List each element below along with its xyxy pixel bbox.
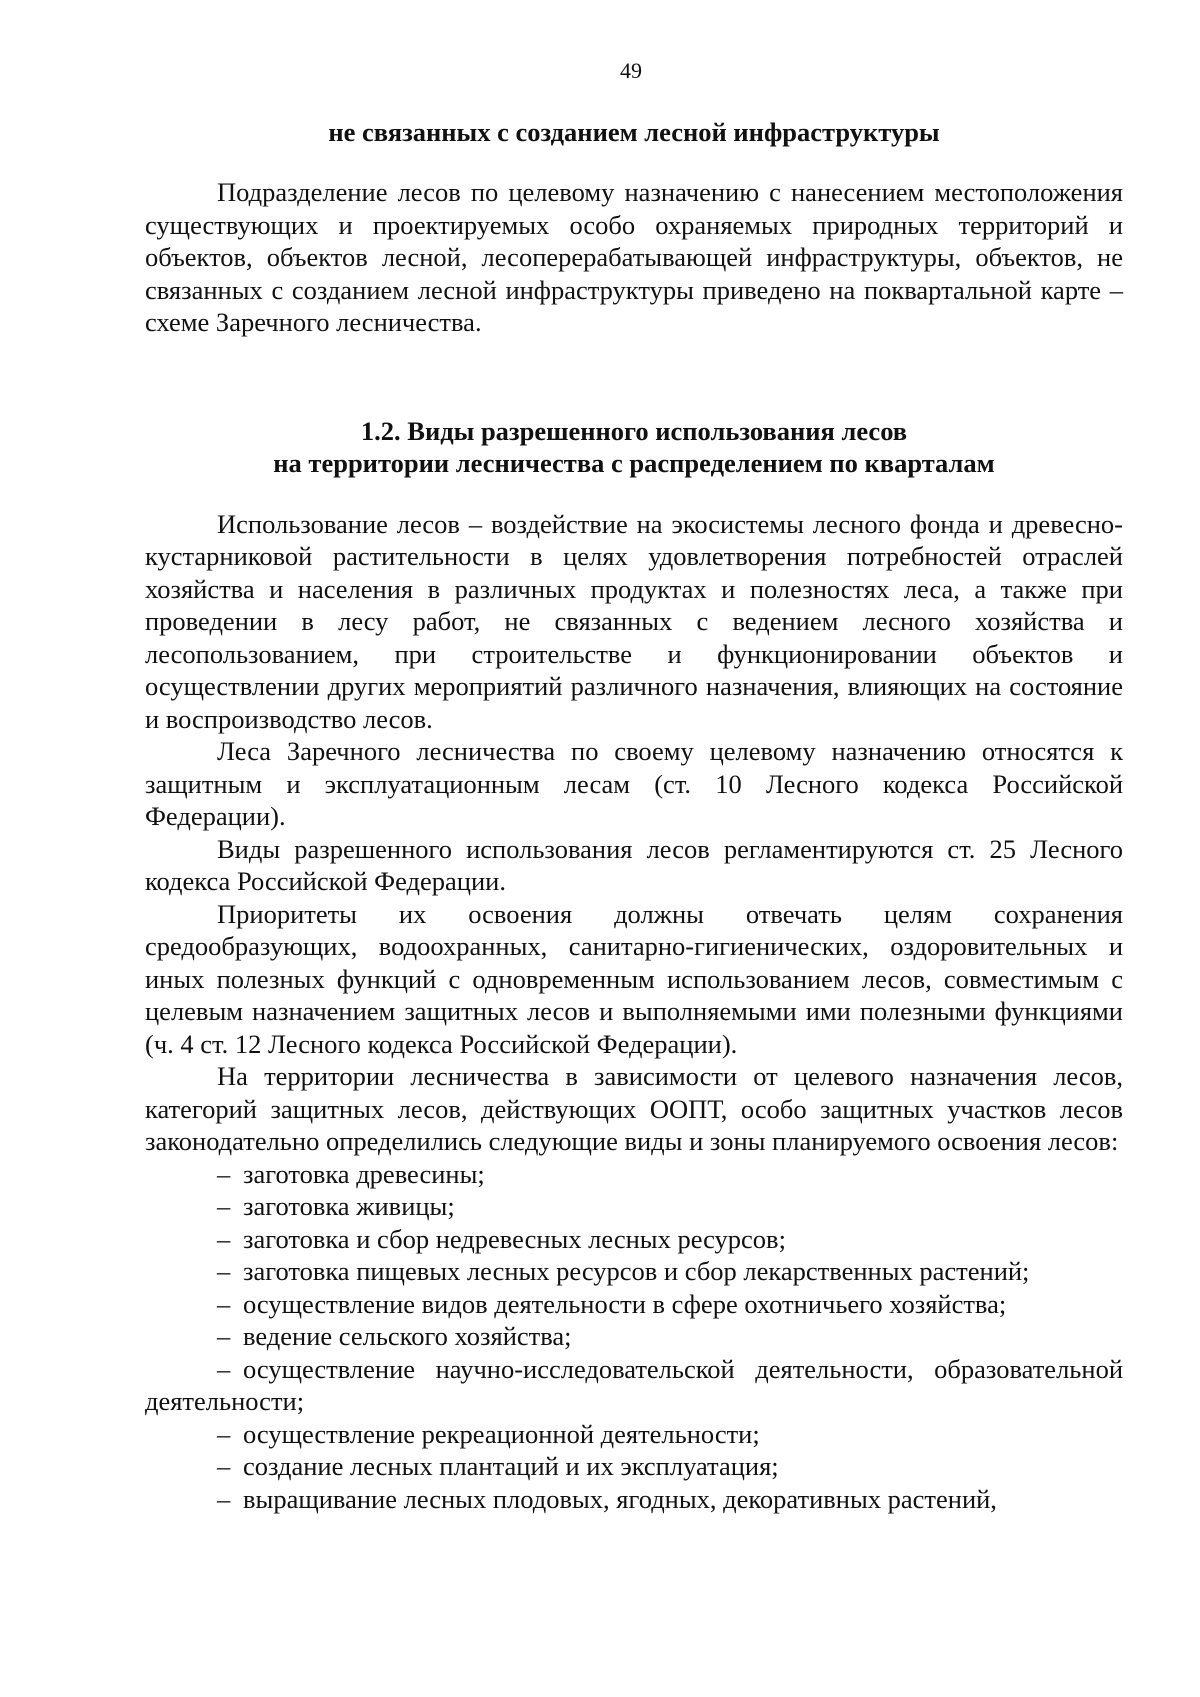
dash-bullet: – xyxy=(217,1288,231,1319)
section-heading-line-2: на территории лесничества с распределением по кварталам xyxy=(273,448,995,478)
dash-bullet: – xyxy=(217,1256,231,1286)
page-content xyxy=(145,116,1123,1515)
paragraph-priorities: Приоритеты их освоения должны отвечать целям сохранения средообразующих, водоохранных, санитарно-гигиенических, оздоровительных и иных полезных функций с одновременным использованием лесов, совместимым с целевым назначением защитных лесов и выполняемыми ими полезными функциями (ч. 4 ст. 12 Лесного кодекса Российской Федерации). xyxy=(145,898,1123,1059)
usage-types-list xyxy=(145,1158,1123,1516)
list-item xyxy=(145,1353,1123,1418)
dash-bullet: – xyxy=(217,1451,231,1481)
list-item xyxy=(145,1223,1123,1256)
heading-continuation: не связанных с созданием лесной инфраструктуры xyxy=(328,117,940,147)
paragraph-usage-definition: Использование лесов – воздействие на экосистемы лесного фонда и древесно-кустарниковой растительности в целях удовлетворения потребностей отраслей хозяйства и населения в различных продуктах и полезностях леса, а также при проведении в лесу работ, не связанных с ведением лесного хозяйства и лесопользованием, при строительстве и функционировании объектов и осуществлении других мероприятий различного назначения, влияющих на состояние и воспроизводство лесов. xyxy=(145,508,1123,734)
dash-bullet: – xyxy=(217,1191,231,1221)
list-item-text: осуществление научно-исследовательской деятельности, образовательной деятельности; xyxy=(145,1353,1123,1416)
list-item xyxy=(145,1288,1123,1321)
list-item-text: создание лесных плантаций и их эксплуатация; xyxy=(243,1451,779,1481)
section-heading xyxy=(145,415,1123,480)
list-item-text: осуществление видов деятельности в сфере охотничьего хозяйства; xyxy=(243,1288,1007,1319)
list-item xyxy=(145,1450,1123,1483)
dash-bullet: – xyxy=(217,1223,231,1254)
list-item-text: выращивание лесных плодовых, ягодных, декоративных растений, xyxy=(243,1483,997,1514)
list-item-text: ведение сельского хозяйства; xyxy=(243,1321,572,1351)
list-item xyxy=(145,1158,1123,1191)
list-item xyxy=(145,1190,1123,1223)
list-item-text: заготовка древесины; xyxy=(243,1158,485,1189)
dash-bullet: – xyxy=(217,1321,231,1351)
list-item xyxy=(145,1320,1123,1353)
dash-bullet: – xyxy=(217,1418,231,1449)
dash-bullet: – xyxy=(217,1158,231,1189)
list-item-text: заготовка и сбор недревесных лесных ресурсов; xyxy=(243,1223,786,1254)
list-item xyxy=(145,1418,1123,1451)
section-heading-line-1: 1.2. Виды разрешенного использования лесов xyxy=(360,415,908,446)
list-item-text: заготовка пищевых лесных ресурсов и сбор лекарственных растений; xyxy=(243,1256,1030,1286)
list-item-text: заготовка живицы; xyxy=(243,1191,455,1221)
paragraph-planned-zones: На территории лесничества в зависимости от целевого назначения лесов, категорий защитных лесов, действующих ООПТ, особо защитных участков лесов законодательно определились следующие виды и зоны планируемого освоения лесов: xyxy=(145,1061,1123,1156)
dash-bullet: – xyxy=(217,1483,231,1514)
list-item xyxy=(145,1255,1123,1288)
paragraph-usage-regulation: Виды разрешенного использования лесов регламентируются ст. 25 Лесного кодекса Российской Федерации. xyxy=(145,833,1123,896)
page-number: 49 xyxy=(620,58,642,83)
list-item-text: осуществление рекреационной деятельности; xyxy=(243,1418,760,1449)
paragraph-forest-purpose: Леса Заречного лесничества по своему целевому назначению относятся к защитным и эксплуатационным лесам (ст. 10 Лесного кодекса Российской Федерации). xyxy=(145,736,1123,831)
dash-bullet: – xyxy=(217,1353,231,1384)
list-item xyxy=(145,1483,1123,1516)
paragraph-intro: Подразделение лесов по целевому назначению с нанесением местоположения существующих и проектируемых особо охраняемых природных территорий и объектов, объектов лесной, лесоперерабатывающей инфраструктуры, объектов, не связанных с созданием лесной инфраструктуры приведено на поквартальной карте – схеме Заречного лесничества. xyxy=(145,177,1123,337)
